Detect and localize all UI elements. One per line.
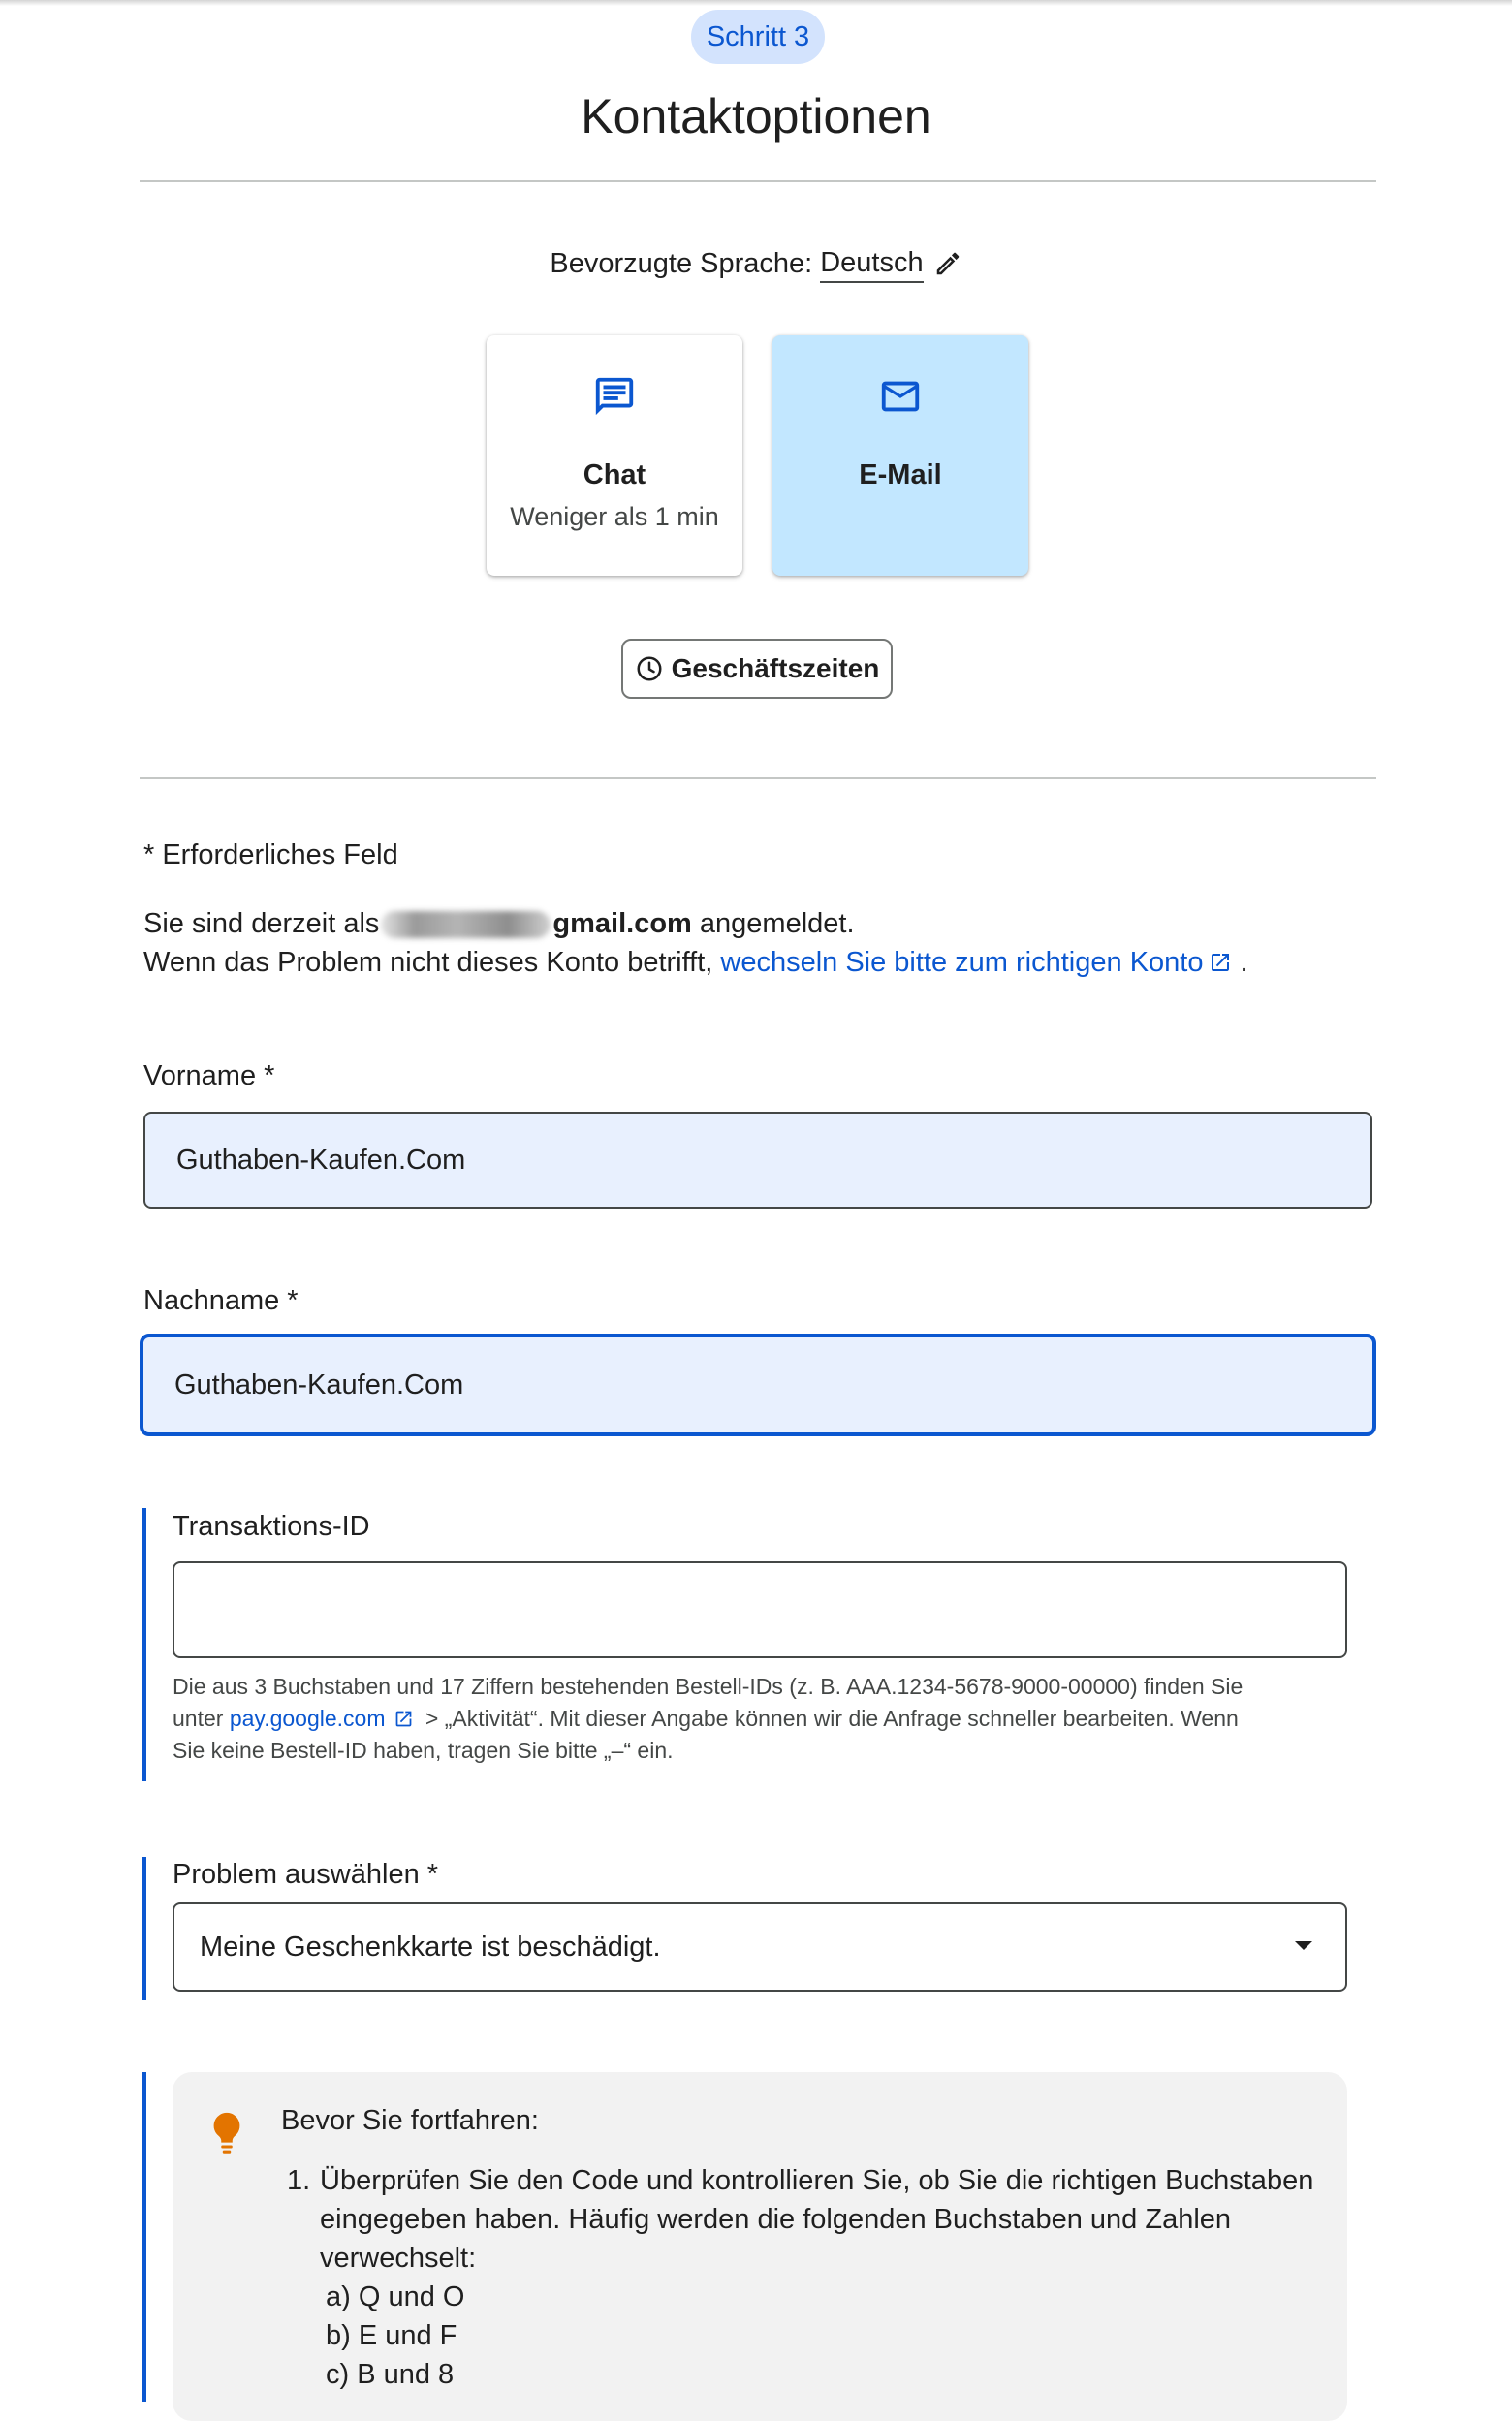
dropdown-arrow-icon[interactable] <box>1295 1941 1312 1950</box>
problem-label: Problem auswählen * <box>173 1859 439 1890</box>
problem-select[interactable] <box>173 1902 1347 1992</box>
hint-line-2-rest: > „Aktivität“. Mit dieser Angabe können wir die Anfrage schneller bearbeiten. Wenn <box>425 1706 1239 1731</box>
step-chip: Schritt 3 <box>691 10 825 64</box>
problem-section-bar <box>142 1857 146 2000</box>
transaction-id-hint <box>173 1671 1336 1767</box>
redacted-email <box>381 911 551 938</box>
problem-selected-value: Meine Geschenkkarte ist beschädigt. <box>200 1931 661 1963</box>
mail-icon <box>878 374 923 419</box>
info-sub-item: b) E und F <box>326 2320 457 2351</box>
hint-prefix: unter <box>173 1706 224 1731</box>
business-hours-label: Geschäftszeiten <box>671 653 880 683</box>
transaction-id-label: Transaktions-ID <box>173 1511 370 1542</box>
lightbulb-icon <box>207 2111 246 2155</box>
external-link-icon[interactable] <box>1209 951 1232 974</box>
last-name-input[interactable] <box>143 1369 1372 1401</box>
chat-icon <box>592 374 637 419</box>
signed-in-notice <box>143 904 855 943</box>
pay-google-link[interactable]: pay.google.com <box>229 1706 386 1731</box>
top-shadow <box>0 0 1512 6</box>
clock-icon <box>635 654 664 683</box>
last-name-label: Nachname * <box>143 1285 299 1316</box>
transaction-id-field[interactable] <box>173 1561 1347 1658</box>
switch-account-end: . <box>1240 947 1248 978</box>
language-label: Bevorzugte Sprache: <box>550 247 813 279</box>
hint-line-1: Die aus 3 Buchstaben und 17 Ziffern bestehenden Bestell-IDs (z. B. AAA.1234-5678-9000-00000) finden Sie <box>173 1674 1244 1699</box>
contact-option-email[interactable] <box>772 335 1028 576</box>
email-label: E-Mail <box>859 459 942 490</box>
hint-line-2 <box>173 1703 1336 1735</box>
first-name-input[interactable] <box>145 1145 1370 1177</box>
first-name-field[interactable] <box>143 1112 1372 1209</box>
business-hours-button[interactable] <box>621 639 893 699</box>
language-selector[interactable]: Deutsch <box>820 244 923 283</box>
info-section-bar <box>142 2072 146 2402</box>
info-item-number: 1. <box>287 2165 311 2196</box>
last-name-field[interactable] <box>140 1334 1376 1436</box>
switch-account-link[interactable]: wechseln Sie bitte zum richtigen Konto <box>720 947 1204 978</box>
info-sub-item: a) Q und O <box>326 2281 465 2312</box>
signed-in-prefix: Sie sind derzeit als <box>143 908 380 939</box>
contact-option-chat[interactable] <box>487 335 742 576</box>
pencil-icon[interactable] <box>933 249 962 278</box>
divider-middle <box>140 777 1376 779</box>
info-title: Bevor Sie fortfahren: <box>281 2105 539 2136</box>
signed-in-suffix: angemeldet. <box>699 908 855 939</box>
divider-top <box>140 180 1376 182</box>
chat-wait-time: Weniger als 1 min <box>510 502 719 531</box>
switch-account-notice <box>143 943 1248 982</box>
required-field-note: * Erforderliches Feld <box>143 839 398 870</box>
page-title: Kontaktoptionen <box>581 89 931 143</box>
info-list <box>287 2161 1314 2394</box>
first-name-label: Vorname * <box>143 1060 275 1091</box>
transaction-section-bar <box>142 1508 146 1781</box>
hint-line-3: Sie keine Bestell-ID haben, tragen Sie bitte „–“ ein. <box>173 1738 674 1763</box>
switch-account-prefix: Wenn das Problem nicht dieses Konto betrifft, <box>143 947 713 978</box>
info-item-1: Überprüfen Sie den Code und kontrollieren Sie, ob Sie die richtigen Buchstaben eingegeben haben. Häufig werden die folgenden Buchstaben und Zahlen verwechselt: <box>320 2165 1314 2274</box>
external-link-icon[interactable] <box>394 1709 414 1729</box>
preferred-language <box>0 244 1512 283</box>
info-sub-item: c) B und 8 <box>326 2359 455 2390</box>
transaction-id-input[interactable] <box>174 1594 1345 1626</box>
chat-label: Chat <box>583 459 646 490</box>
email-domain: gmail.com <box>552 908 692 939</box>
